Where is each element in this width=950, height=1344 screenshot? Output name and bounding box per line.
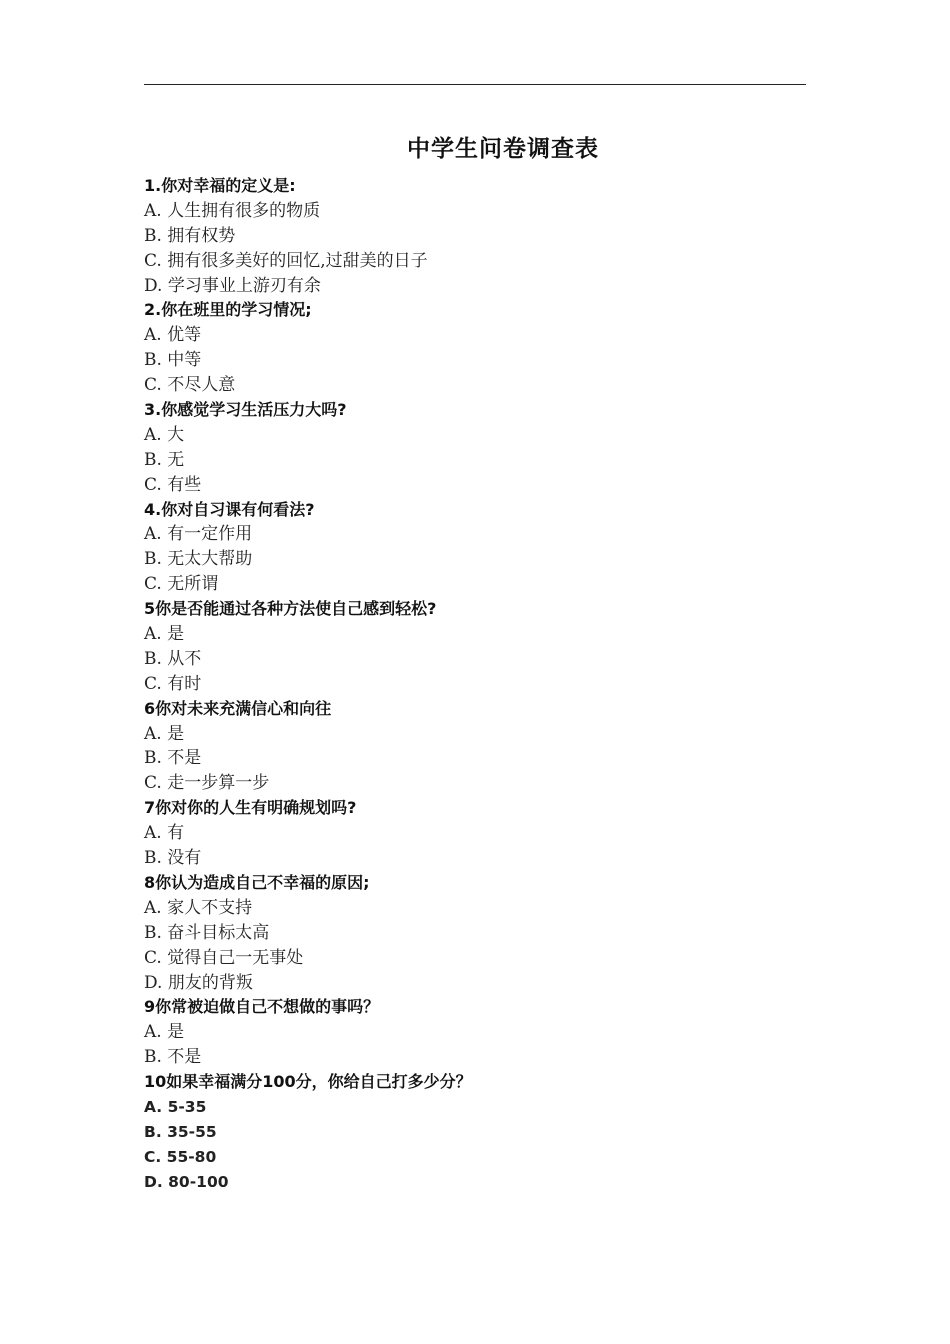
- answer-option: C. 不尽人意: [144, 375, 236, 396]
- answer-option: A. 有一定作用: [144, 524, 253, 545]
- answer-option: C. 55-80: [144, 1147, 217, 1166]
- answer-option: A. 优等: [144, 325, 202, 346]
- answer-option: C. 觉得自己一无事处: [144, 947, 304, 968]
- answer-option: D. 学习事业上游刃有余: [144, 275, 321, 296]
- answer-option: B. 35-55: [144, 1122, 217, 1141]
- answer-option: C. 无所谓: [144, 574, 219, 595]
- answer-option: B. 不是: [144, 1047, 202, 1068]
- answer-option: B. 拥有权势: [144, 225, 236, 246]
- answer-option: B. 无太大帮助: [144, 549, 253, 570]
- question-block: [144, 697, 806, 797]
- question-text: 3.你感觉学习生活压力大吗?: [144, 400, 347, 420]
- answer-option: A. 人生拥有很多的物质: [144, 200, 321, 221]
- answer-option: B. 中等: [144, 350, 202, 371]
- question-text: 9你常被迫做自己不想做的事吗？: [144, 997, 380, 1017]
- question-block: [144, 796, 806, 871]
- question-text: 7你对你的人生有明确规划吗?: [144, 798, 357, 818]
- answer-option: A. 大: [144, 424, 185, 445]
- answer-option: A. 是: [144, 1022, 185, 1043]
- answer-option: A. 是: [144, 723, 185, 744]
- question-text: 6你对未来充满信心和向往: [144, 698, 332, 718]
- question-block: [144, 1070, 806, 1194]
- page-title: 中学生问卷调查表: [407, 136, 599, 162]
- answer-option: C. 有些: [144, 474, 202, 495]
- answer-option: B. 无: [144, 449, 185, 470]
- question-text: 10如果幸福满分100分，你给自己打多少分？: [144, 1072, 472, 1092]
- question-list: [144, 174, 806, 1195]
- answer-option: C. 有时: [144, 673, 202, 694]
- answer-option: B. 从不: [144, 648, 202, 669]
- question-block: [144, 498, 806, 598]
- answer-option: A. 家人不支持: [144, 897, 253, 918]
- answer-option: B. 奋斗目标太高: [144, 922, 270, 943]
- answer-option: C. 拥有很多美好的回忆,过甜美的日子: [144, 250, 428, 271]
- answer-option: A. 是: [144, 624, 185, 645]
- question-text: 8你认为造成自己不幸福的原因;: [144, 872, 370, 892]
- answer-option: A. 5-35: [144, 1097, 207, 1116]
- question-text: 4.你对自习课有何看法?: [144, 499, 315, 519]
- question-block: [144, 871, 806, 995]
- answer-option: D. 80-100: [144, 1172, 229, 1191]
- question-block: [144, 398, 806, 498]
- question-block: [144, 174, 806, 298]
- header-rule: [144, 84, 806, 85]
- answer-option: A. 有: [144, 823, 185, 844]
- question-block: [144, 597, 806, 697]
- question-text: 5你是否能通过各种方法使自己感到轻松?: [144, 599, 437, 619]
- question-text: 1.你对幸福的定义是:: [144, 176, 296, 195]
- answer-option: B. 不是: [144, 748, 202, 769]
- answer-option: B. 没有: [144, 848, 202, 869]
- answer-option: C. 走一步算一步: [144, 773, 270, 794]
- question-block: [144, 298, 806, 398]
- question-text: 2.你在班里的学习情况;: [144, 300, 312, 320]
- answer-option: D. 朋友的背叛: [144, 972, 253, 993]
- question-block: [144, 995, 806, 1070]
